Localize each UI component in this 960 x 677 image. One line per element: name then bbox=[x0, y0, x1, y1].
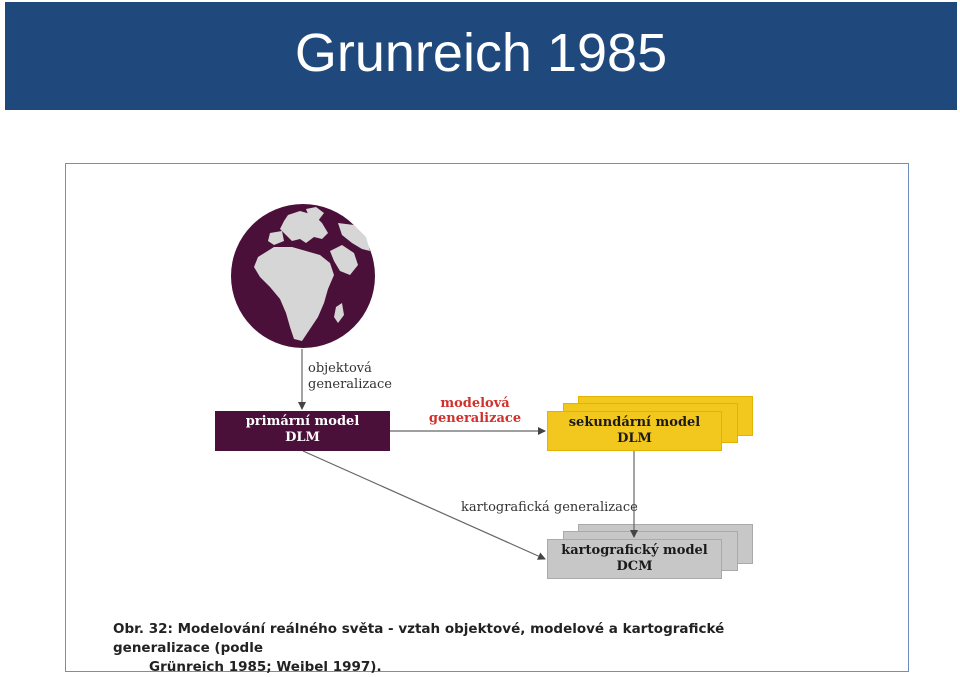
primary-model-title: primární model bbox=[245, 414, 360, 429]
model-generalization-line2: generalizace bbox=[428, 411, 522, 426]
secondary-model-box bbox=[547, 411, 722, 451]
cartographic-model-subtitle: DCM bbox=[616, 559, 653, 574]
cartographic-generalization-label: kartografická generalizace bbox=[461, 500, 638, 515]
model-generalization-line1: modelová bbox=[440, 396, 510, 411]
primary-model-box bbox=[215, 411, 390, 451]
caption-line2: Grünreich 1985; Weibel 1997). bbox=[149, 659, 382, 675]
object-generalization-line2: generalizace bbox=[308, 377, 392, 392]
slide-title: Grunreich 1985 bbox=[294, 23, 668, 83]
primary-model-subtitle: DLM bbox=[285, 430, 320, 445]
object-generalization-label bbox=[308, 361, 392, 393]
model-generalization-label bbox=[424, 396, 526, 426]
figure-caption bbox=[113, 620, 803, 677]
secondary-model-subtitle: DLM bbox=[617, 431, 652, 446]
cartographic-model-title: kartografický model bbox=[561, 543, 708, 558]
object-generalization-line1: objektová bbox=[308, 361, 372, 376]
caption-line1: Obr. 32: Modelování reálného světa - vztah objektové, modelové a kartografické generalizace (podle bbox=[113, 621, 725, 656]
secondary-model-title: sekundární model bbox=[568, 415, 701, 430]
cartographic-model-box bbox=[547, 539, 722, 579]
